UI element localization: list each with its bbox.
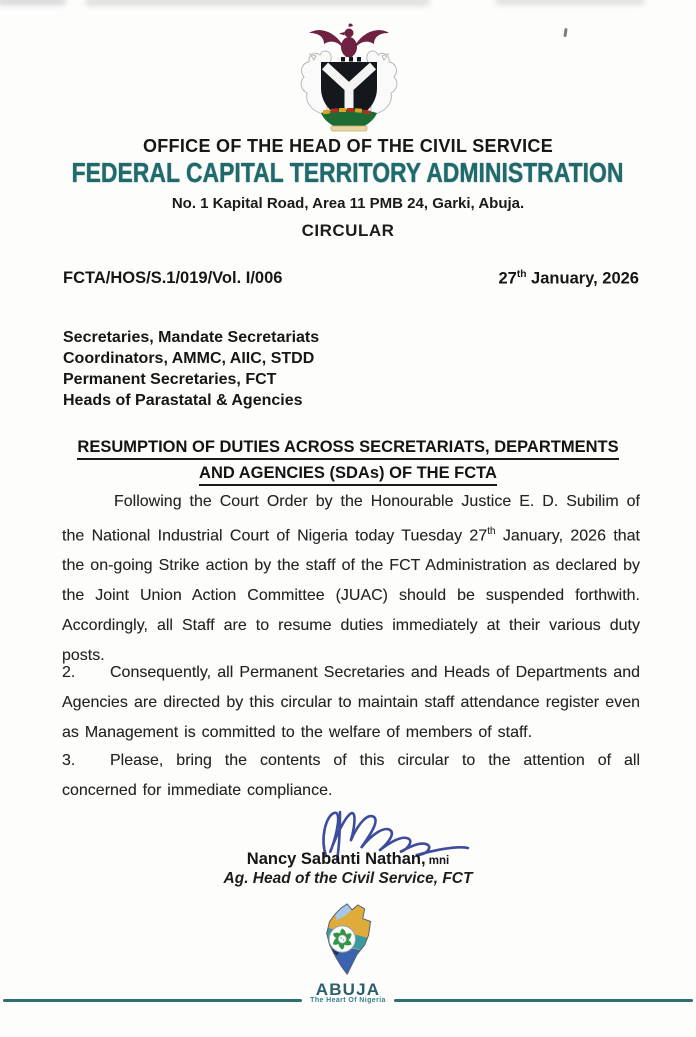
subject-title [0, 434, 696, 486]
doc-type-title: CIRCULAR [301, 221, 395, 240]
signatory-postnominal: mni [425, 855, 450, 867]
abuja-fct-logo-icon [305, 902, 401, 985]
paragraph-3-number: 3. [62, 752, 76, 769]
signatory-title: Ag. Head of the Civil Service, FCT [223, 870, 473, 887]
paragraph-1: Following the Court Order by the Honourable Justice E. D. Subilim of the National Industrial Court of Nigeria today Tuesday 27th January, 2026 that the on-going Strike action by the staff of the FCT Administration as declared by the Joint Union Action Committee (JUAC) should be suspended forthwith. Accordingly, all Staff are to resume duties immediately at their various duty posts. [62, 493, 641, 665]
reference-number: FCTA/HOS/S.1/019/Vol. I/006 [63, 269, 283, 287]
paragraph-3: 3. Please, bring the contents of this circular to the attention of all concerned for immediate compliance. [62, 746, 640, 806]
subject-line-2: AND AGENCIES (SDAs) OF THE FCTA [199, 462, 497, 486]
scan-smudge [495, 0, 645, 5]
footer-rule-left [3, 999, 302, 1002]
paragraph-2-number: 2. [62, 664, 76, 681]
recipients-list [63, 327, 319, 411]
recipient-line: Coordinators, AMMC, AIIC, STDD [63, 350, 315, 367]
signatory-name: Nancy Sabanti Nathan, mni [246, 850, 450, 868]
recipient-line: Secretaries, Mandate Secretariats [63, 329, 320, 346]
abuja-tagline: The Heart Of Nigeria [310, 997, 386, 1004]
subject-line-1: RESUMPTION OF DUTIES ACROSS SECRETARIATS, DEPARTMENTS [77, 436, 618, 460]
recipient-line: Heads of Parastatal & Agencies [63, 392, 303, 409]
office-line: OFFICE OF THE HEAD OF THE CIVIL SERVICE [142, 136, 554, 156]
scan-smudge [85, 0, 430, 6]
paragraph-2: 2. Consequently, all Permanent Secretaries and Heads of Departments and Agencies are directed by this circular to maintain staff attendance register even as Management is committed to the welfare of members of staff. [62, 658, 640, 748]
date: 27th January, 2026 [498, 269, 639, 288]
reference-row [63, 269, 639, 289]
abuja-logo-text: ABUJA [315, 980, 381, 999]
organization-line [0, 157, 696, 189]
footer-rule-right [394, 999, 693, 1002]
address-line: No. 1 Kapital Road, Area 11 PMB 24, Garki, Abuja. [171, 195, 525, 212]
paragraph-1-ordinal: th [487, 526, 496, 537]
stray-pen-mark [563, 28, 567, 37]
footer-rule-row [3, 997, 693, 1004]
date-ordinal: th [516, 269, 527, 280]
nigeria-coat-of-arms-icon [287, 20, 411, 137]
scan-smudge [0, 0, 66, 5]
organization-line-text: FEDERAL CAPITAL TERRITORY ADMINISTRATION [72, 157, 624, 188]
recipient-line: Permanent Secretaries, FCT [63, 371, 277, 388]
